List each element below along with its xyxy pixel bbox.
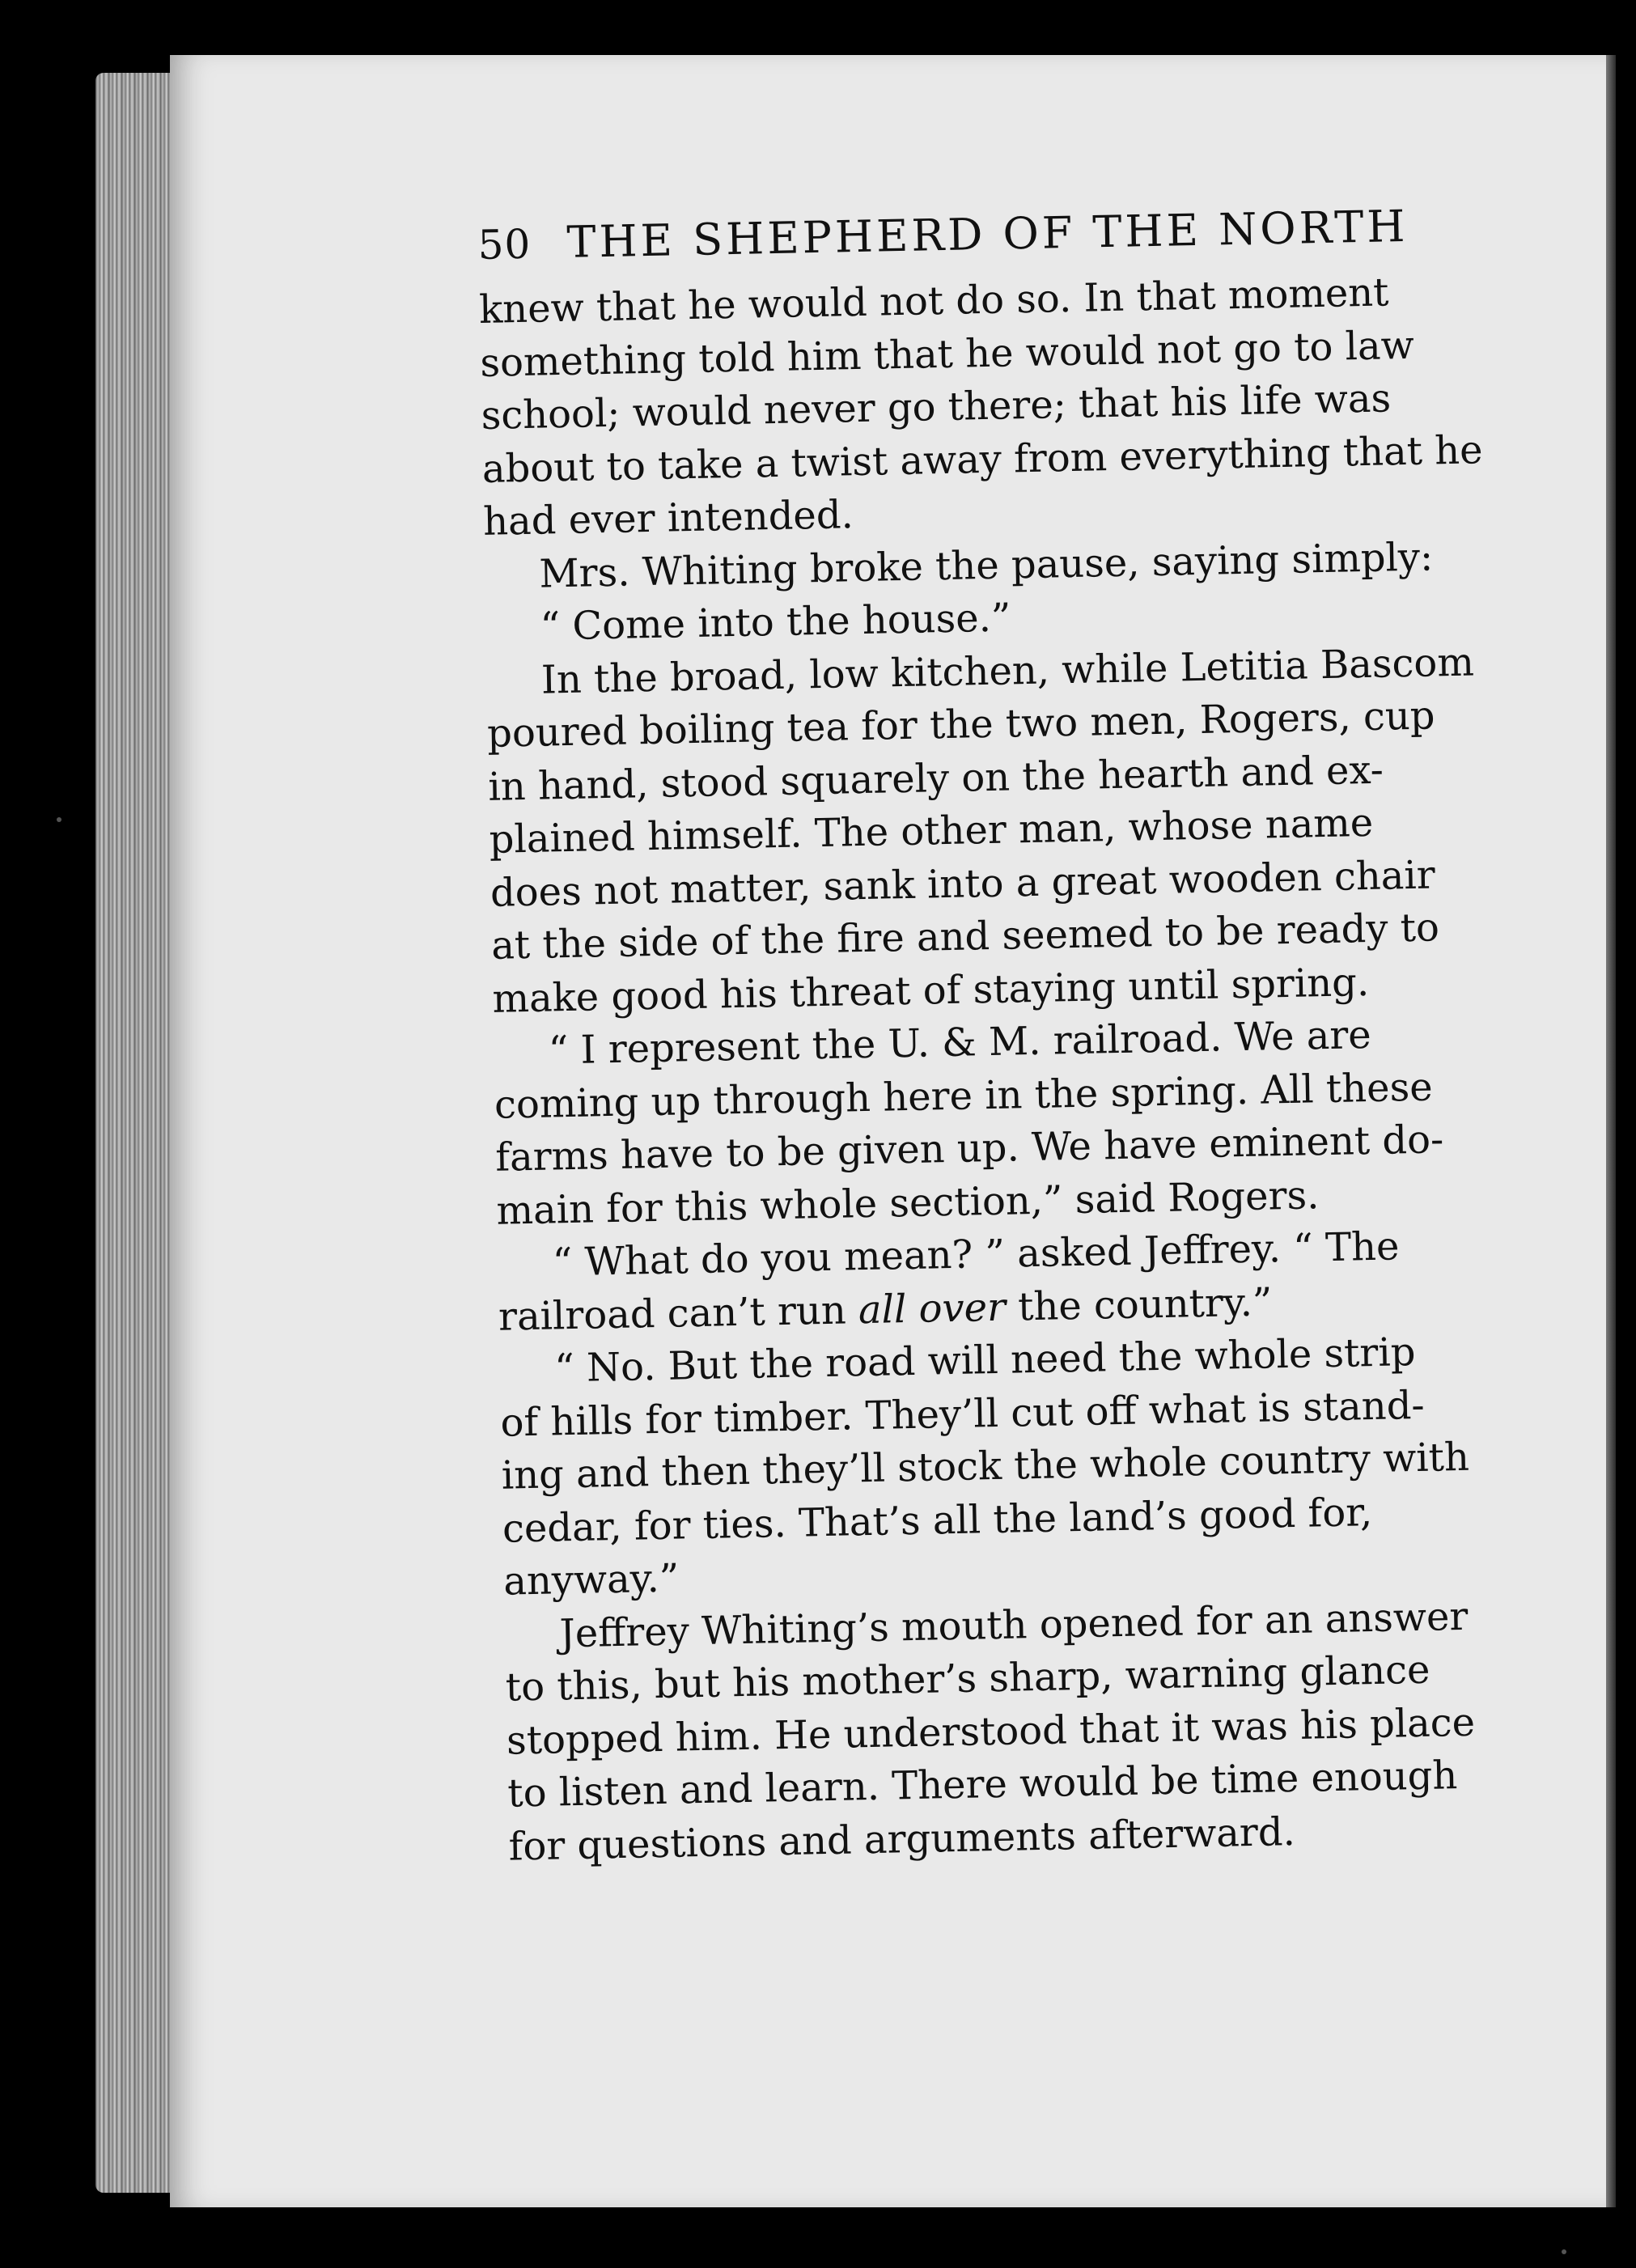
- dust-speck: [1562, 2249, 1566, 2254]
- text-line: “ I represent the U. & M. railroad. We are: [548, 1011, 1372, 1074]
- emphasized-text: all over: [858, 1284, 1007, 1333]
- dust-speck: [57, 817, 61, 822]
- text-line: anyway.”: [502, 1555, 680, 1605]
- running-title: THE SHEPHERD OF THE NORTH: [566, 200, 1409, 268]
- text-line: “ No. But the road will need the whole strip: [553, 1329, 1416, 1392]
- text-line: something told him that he would not go to law: [479, 322, 1415, 386]
- text-line: school; would never go there; that his life was: [481, 375, 1392, 439]
- page-number: 50: [477, 220, 532, 269]
- text-line: Mrs. Whiting broke the pause, saying simply:: [538, 533, 1434, 597]
- text-line: to this, but his mother’s sharp, warning glance: [505, 1647, 1430, 1711]
- text-line: about to take a twist away from everything that he: [481, 426, 1484, 492]
- paragraph: [497, 1219, 1477, 1344]
- text-line: knew that he would not do so. In that moment: [478, 269, 1389, 333]
- text-line: coming up through here in the spring. All these: [494, 1064, 1434, 1128]
- text-line: of hills for timber. They’ll cut off what is stand-: [500, 1382, 1426, 1446]
- page-text: [477, 200, 1488, 1874]
- text-line: plained himself. The other man, whose name: [489, 799, 1374, 863]
- text-line: make good his threat of staying until spring.: [491, 959, 1370, 1022]
- text-line: in hand, stood squarely on the hearth and ex-: [487, 747, 1384, 810]
- text-line: does not matter, sank into a great wooden chair: [490, 851, 1436, 916]
- text-line: main for this whole section,” said Rogers.: [496, 1172, 1320, 1234]
- paragraph: [493, 1007, 1476, 1238]
- text-line: Jeffrey Whiting’s mouth opened for an answer: [559, 1593, 1469, 1656]
- text-line: cedar, for ties. That’s all the land’s good for,: [502, 1489, 1373, 1552]
- text-run: the country.”: [1005, 1278, 1273, 1330]
- paragraph: [478, 265, 1484, 549]
- text-line: to listen and learn. There would be time enough: [506, 1753, 1458, 1817]
- paragraph: [499, 1325, 1483, 1609]
- text-line: for questions and arguments afterward.: [508, 1808, 1296, 1870]
- page-right-edge: [1606, 55, 1616, 2207]
- text-line: poured boiling tea for the two men, Rogers, cup: [486, 693, 1435, 757]
- text-line: ing and then they’ll stock the whole country with: [501, 1434, 1470, 1499]
- text-line: stopped him. He understood that it was his place: [506, 1699, 1476, 1764]
- text-line: “ Come into the house.”: [540, 595, 1011, 650]
- text-line: had ever intended.: [482, 492, 854, 545]
- text-run: railroad can’t run: [498, 1287, 859, 1340]
- paragraph: [504, 1590, 1488, 1874]
- text-line: at the side of the fire and seemed to be ready to: [490, 905, 1440, 969]
- paragraph: [485, 636, 1475, 1026]
- text-line: farms have to be given up. We have eminent do-: [494, 1117, 1444, 1181]
- text-line: “ What do you mean? ” asked Jeffrey. “ The: [552, 1223, 1400, 1286]
- text-line: In the broad, low kitchen, while Letitia Bascom: [540, 638, 1475, 703]
